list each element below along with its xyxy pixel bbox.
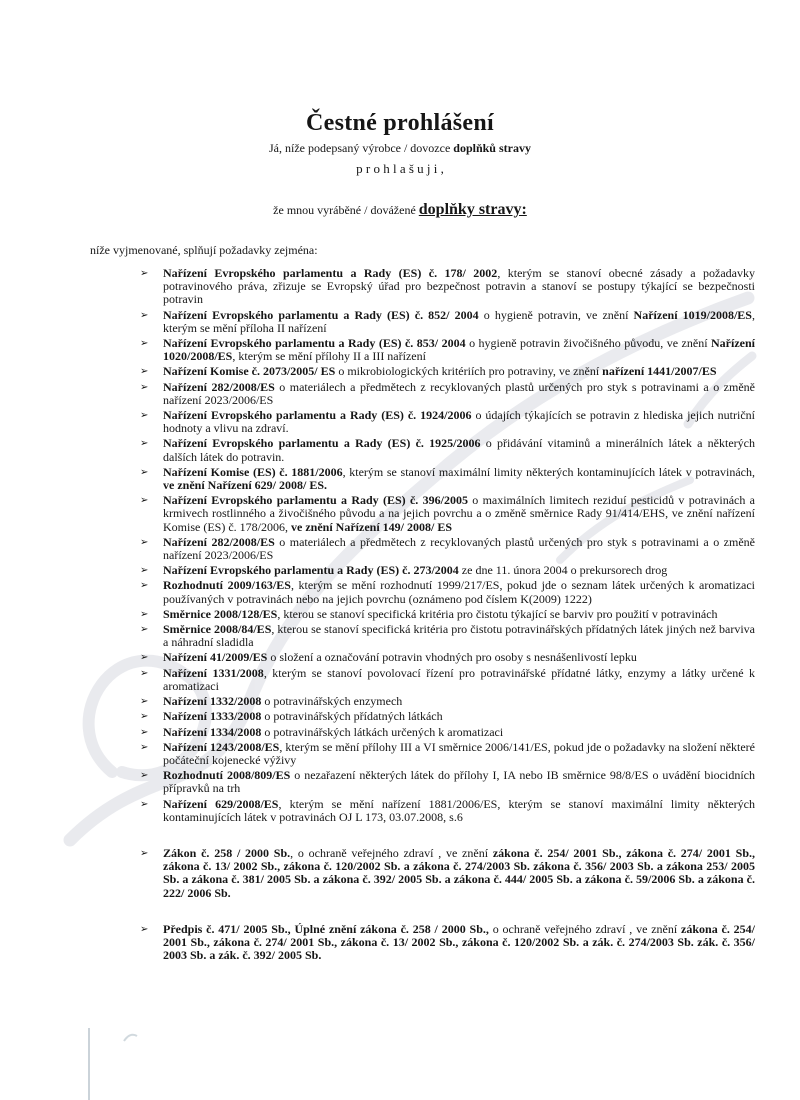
text-segment: Nařízení 282/2008/ES bbox=[163, 379, 275, 394]
text-segment: Nařízení Evropského parlamentu a Rady (ES) č. 1924/2006 bbox=[163, 408, 472, 423]
text-segment: Předpis č. 471/ 2005 Sb., Úplné znění zákona č. 258 / 2000 Sb., bbox=[163, 921, 489, 936]
document-header bbox=[0, 0, 800, 219]
arrow-bullet-icon: ➢ bbox=[140, 495, 149, 507]
arrow-bullet-icon: ➢ bbox=[140, 536, 149, 548]
arrow-bullet-icon: ➢ bbox=[140, 652, 149, 664]
arrow-bullet-icon: ➢ bbox=[140, 798, 149, 810]
arrow-bullet-icon: ➢ bbox=[140, 438, 149, 450]
list-item bbox=[140, 381, 755, 407]
arrow-bullet-icon: ➢ bbox=[140, 268, 149, 279]
declarant-line bbox=[0, 141, 800, 156]
text-segment: , kterým se mění nařízení 1881/2006/ES, kterým se stanoví maximální limity některých kontaminujících látek v potravinách OJ L 173, 03.07.2008, s.6 bbox=[163, 796, 755, 824]
text-segment: ze dne 11. února 2004 o prekursorech drog bbox=[458, 563, 668, 578]
list-item-text bbox=[163, 923, 755, 963]
intro-line: níže vyjmenované, splňují požadavky zejména: bbox=[90, 243, 318, 257]
list-item bbox=[140, 923, 755, 963]
list-item-text bbox=[163, 741, 755, 767]
list-item bbox=[140, 309, 755, 335]
page-title: Čestné prohlášení bbox=[305, 110, 494, 136]
list-item-text bbox=[163, 466, 755, 492]
arrow-bullet-icon: ➢ bbox=[140, 696, 149, 708]
text-segment: o složení a označování potravin vhodných pro osoby s nesnášenlivostí lepku bbox=[267, 650, 637, 665]
text-segment: doplňky stravy: bbox=[418, 201, 527, 218]
list-item bbox=[140, 409, 755, 435]
text-segment: Nařízení 1019/2008/ES bbox=[633, 307, 752, 322]
list-item-text bbox=[163, 623, 755, 649]
text-segment: Směrnice 2008/128/ES bbox=[163, 606, 278, 621]
text-segment: Nařízení 1331/2008 bbox=[163, 665, 264, 680]
text-segment: doplňků stravy bbox=[453, 141, 531, 155]
list-item-text bbox=[163, 337, 755, 363]
list-item bbox=[140, 579, 755, 605]
text-segment: zákona č. 254/ 2001 Sb., zákona č. 274/ 2001 Sb., zákona č. 13/ 2002 Sb., zákona č. 120/2002 Sb. a zák. č. 274/2003 Sb. zák. č. 356/ 2003 Sb. a zák. č. 392/ 2005 Sb. bbox=[163, 921, 755, 963]
list-item bbox=[140, 267, 755, 307]
list-item bbox=[140, 667, 755, 693]
text-segment: o mikrobiologických kritériích pro potraviny, ve znění bbox=[335, 364, 603, 379]
text-segment: o hygieně potravin, ve znění bbox=[478, 307, 634, 322]
list-item bbox=[140, 651, 755, 664]
text-segment: o nezařazení některých látek do přílohy I, IA nebo IB směrnice 98/8/ES o uvádění biocidních přípravků na trh bbox=[163, 768, 755, 796]
text-segment: , kterým se stanoví maximální limity některých kontaminujících látek v potravinách, bbox=[342, 464, 755, 479]
arrow-bullet-icon: ➢ bbox=[140, 726, 149, 738]
text-segment: o maximálních limitech reziduí pesticidů v potravinách a krmivech rostlinného a živočišného původu a na jejich povrchu a o změně směrnice Rady 91/414/EHS, ve znění nařízení Komise (ES) č. 178/2006, bbox=[163, 493, 755, 534]
text-segment: o přidávání vitaminů a minerálních látek a některých dalších látek do potravin. bbox=[163, 436, 755, 464]
supplements-line bbox=[0, 201, 800, 219]
regulation-list bbox=[140, 267, 755, 962]
list-item bbox=[140, 710, 755, 723]
list-item-text bbox=[163, 409, 755, 435]
text-segment: ve znění Nařízení 149/ 2008/ ES bbox=[291, 519, 452, 534]
text-segment: o údajích týkajících se potravin z hlediska jejich nutriční hodnoty a vlivu na zdraví. bbox=[163, 408, 755, 436]
list-item bbox=[140, 608, 755, 621]
arrow-bullet-icon: ➢ bbox=[140, 847, 149, 859]
arrow-bullet-icon: ➢ bbox=[140, 608, 149, 620]
list-item-text bbox=[163, 667, 755, 693]
text-segment: Nařízení 1334/2008 bbox=[163, 724, 262, 739]
text-segment: o materiálech a předmětech z recyklovaných plastů určených pro styk s potravinami a o změně nařízení 2023/2006/ES bbox=[163, 534, 755, 563]
text-segment: Nařízení Evropského parlamentu a Rady (ES) č. 396/2005 bbox=[163, 493, 468, 508]
text-segment: Nařízení 41/2009/ES bbox=[163, 650, 268, 665]
arrow-bullet-icon: ➢ bbox=[140, 580, 149, 592]
list-item-text bbox=[163, 437, 755, 463]
list-item bbox=[140, 741, 755, 767]
text-segment: Nařízení 629/2008/ES bbox=[163, 796, 279, 811]
text-segment: Já, níže podepsaný výrobce / dovozce bbox=[269, 141, 454, 155]
list-item bbox=[140, 798, 755, 824]
arrow-bullet-icon: ➢ bbox=[140, 770, 149, 782]
text-segment: Nařízení 1333/2008 bbox=[163, 709, 262, 724]
list-item bbox=[140, 337, 755, 363]
list-item bbox=[140, 466, 755, 492]
list-item-text bbox=[163, 381, 755, 407]
list-item bbox=[140, 769, 755, 795]
list-item-text bbox=[163, 847, 755, 900]
arrow-bullet-icon: ➢ bbox=[140, 410, 149, 422]
text-segment: zákona č. 254/ 2001 Sb., zákona č. 274/ 2001 Sb., zákona č. 13/ 2002 Sb., zákona č. 120/2002 Sb. a zákona č. 274/2003 Sb. zákona č. 356/ 2003 Sb. a zákona 253/ 2005 Sb. a zákona č. 381/ 2005 Sb. a zákona č. 392/ 2005 Sb. a zákona č. 444/ 2005 Sb. a zákona č. 59/2006 Sb. a zákona č. 222/ 2006 Sb. bbox=[163, 845, 756, 900]
list-item bbox=[140, 695, 755, 708]
arrow-bullet-icon: ➢ bbox=[140, 381, 149, 393]
arrow-bullet-icon: ➢ bbox=[140, 309, 149, 321]
list-item bbox=[140, 536, 755, 562]
text-segment: Nařízení Evropského parlamentu a Rady (ES) č. 178/ 2002 bbox=[163, 266, 498, 280]
text-segment: , kterým se mění rozhodnutí 1999/217/ES, pokud jde o seznam látek určených k aromatizaci používaných v potravinách nebo na jejich povrchu (oznámeno pod číslem K(2009) 1222) bbox=[163, 578, 755, 606]
text-segment: Nařízení Komise (ES) č. 1881/2006 bbox=[163, 464, 343, 479]
text-segment: , kterým se mění příloha II nařízení bbox=[163, 307, 755, 335]
text-segment: Nařízení 1332/2008 bbox=[163, 694, 262, 709]
list-item-text bbox=[163, 536, 755, 562]
text-segment: o materiálech a předmětech z recyklovaných plastů určených pro styk s potravinami a o změně nařízení 2023/2006/ES bbox=[163, 379, 755, 407]
arrow-bullet-icon: ➢ bbox=[140, 366, 149, 378]
text-segment: Nařízení Komise č. 2073/2005/ ES bbox=[163, 364, 336, 379]
arrow-bullet-icon: ➢ bbox=[140, 667, 149, 679]
text-segment: , kterou se stanoví specifická kritéria pro čistotu potravinářských přídatných látek jiných než barviva a náhradní sladidla bbox=[163, 622, 756, 650]
list-item-text bbox=[163, 695, 755, 708]
text-segment: Nařízení 1243/2008/ES bbox=[163, 739, 280, 754]
list-item-text bbox=[163, 267, 755, 307]
text-segment: že mnou vyráběné / dovážené bbox=[273, 203, 419, 217]
text-segment: nařízení 1441/2007/ES bbox=[602, 364, 717, 379]
list-item-text bbox=[163, 309, 755, 335]
arrow-bullet-icon: ➢ bbox=[140, 338, 149, 350]
text-segment: ve znění Nařízení 629/ 2008/ ES. bbox=[163, 478, 327, 493]
list-item-text bbox=[163, 651, 755, 664]
list-item-text bbox=[163, 579, 755, 605]
text-segment: , kterým se mění přílohy III a VI směrnice 2006/141/ES, pokud jde o požadavky na složení některé počáteční kojenecké výživy bbox=[163, 739, 755, 767]
list-item bbox=[140, 623, 755, 649]
text-segment: , o ochraně veřejného zdraví , ve znění bbox=[290, 845, 493, 860]
text-segment: , kterým se stanoví povolovací řízení pro potravinářské přídatné látky, enzymy a látky určené k aromatizaci bbox=[163, 665, 755, 693]
text-segment: Nařízení Evropského parlamentu a Rady (ES) č. 273/2004 bbox=[163, 563, 459, 578]
text-segment: Nařízení Evropského parlamentu a Rady (ES) č. 1925/2006 bbox=[163, 436, 481, 451]
text-segment: Nařízení Evropského parlamentu a Rady (ES) č. 852/ 2004 bbox=[163, 307, 479, 322]
text-segment: o ochraně veřejného zdraví , ve znění bbox=[488, 921, 682, 936]
arrow-bullet-icon: ➢ bbox=[140, 466, 149, 478]
list-item bbox=[140, 847, 755, 900]
text-segment: Směrnice 2008/84/ES bbox=[163, 622, 272, 637]
text-segment: o potravinářských enzymech bbox=[261, 694, 403, 709]
list-item-text bbox=[163, 769, 755, 795]
list-item bbox=[140, 564, 755, 577]
text-segment: Rozhodnutí 2009/163/ES bbox=[163, 578, 291, 593]
list-item bbox=[140, 437, 755, 463]
text-segment: , kterou se stanoví specifická kritéria pro čistotu týkající se barviv pro použití v potravinách bbox=[277, 606, 718, 621]
list-item-text bbox=[163, 564, 755, 577]
list-item-text bbox=[163, 710, 755, 723]
text-segment: Nařízení 282/2008/ES bbox=[163, 534, 275, 549]
list-item-text bbox=[163, 494, 755, 534]
list-item-text bbox=[163, 608, 755, 621]
text-segment: , kterým se mění přílohy II a III nařízení bbox=[232, 349, 426, 364]
list-item bbox=[140, 494, 755, 534]
scan-artifact-mark bbox=[124, 1035, 137, 1041]
text-segment: Rozhodnutí 2008/809/ES bbox=[163, 768, 291, 783]
list-item bbox=[140, 726, 755, 739]
text-segment: , kterým se stanoví obecné zásady a požadavky potravinového práva, zřizuje se Evropský úřad pro bezpečnost potravin a stanoví se postupy týkající se bezpečnosti potravin bbox=[163, 266, 755, 307]
list-item bbox=[140, 365, 755, 378]
text-segment: Zákon č. 258 / 2000 Sb. bbox=[163, 845, 291, 860]
text-segment: Nařízení 1020/2008/ES bbox=[163, 336, 755, 364]
list-item-text bbox=[163, 726, 755, 739]
text-segment: Nařízení Evropského parlamentu a Rady (ES) č. 853/ 2004 bbox=[163, 336, 466, 351]
list-item-text bbox=[163, 798, 755, 824]
arrow-bullet-icon: ➢ bbox=[140, 923, 149, 935]
list-item-text bbox=[163, 365, 755, 378]
text-segment: o potravinářských přídatných látkách bbox=[261, 709, 443, 724]
arrow-bullet-icon: ➢ bbox=[140, 565, 149, 577]
declaration-word: p r o h l a š u j i , bbox=[356, 161, 444, 176]
arrow-bullet-icon: ➢ bbox=[140, 624, 149, 636]
arrow-bullet-icon: ➢ bbox=[140, 711, 149, 723]
arrow-bullet-icon: ➢ bbox=[140, 741, 149, 753]
text-segment: o potravinářských látkách určených k aromatizaci bbox=[261, 724, 504, 739]
text-segment: o hygieně potravin živočišného původu, ve znění bbox=[465, 336, 711, 351]
